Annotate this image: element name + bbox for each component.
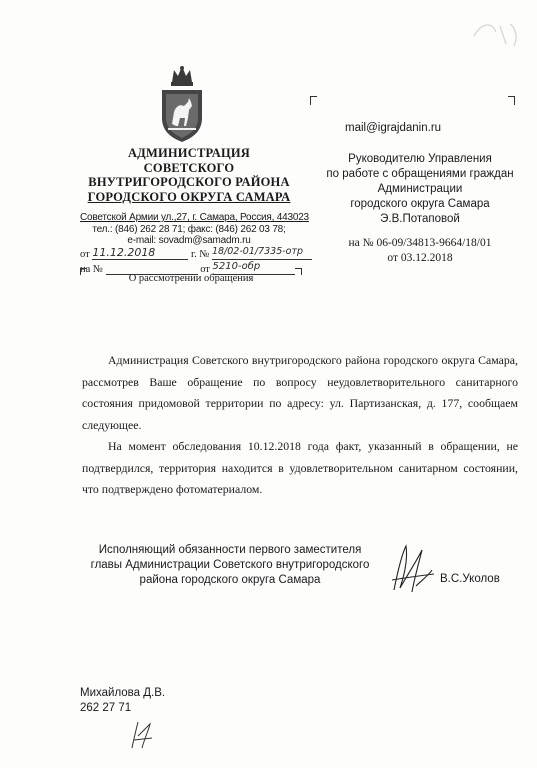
recipient-block [300, 152, 537, 227]
ref-date: 11.12.2018 [92, 246, 156, 259]
signer-name: В.С.Уколов [440, 573, 500, 585]
ref-number: 18/02-01/7335-отр [211, 246, 304, 257]
outgoing-ref [80, 246, 312, 260]
letter-body [82, 350, 518, 501]
signer-title-line: района городского округа Самара [139, 574, 321, 586]
handwritten-signature [388, 540, 438, 598]
ref-from-label: от [80, 249, 90, 260]
organization-address [80, 212, 309, 247]
org-line: АДМИНИСТРАЦИЯ [127, 146, 251, 160]
recipient-corner-left [310, 96, 317, 105]
executor-block [80, 686, 165, 716]
org-line: СОВЕТСКОГО [143, 160, 235, 175]
coat-of-arms-icon [158, 62, 206, 144]
signer-title-line: главы Администрации Советского внутригородского [90, 559, 370, 571]
ref-na-label: на № [80, 264, 103, 275]
signer-title-line: Исполняющий обязанности первого заместителя [98, 544, 362, 556]
recipient-corner-right [508, 96, 515, 105]
recipient-email: mail@igrajdanin.ru [345, 122, 442, 134]
signer-title [80, 543, 380, 588]
body-paragraph: Администрация Советского внутригородского района городского округа Самара, рассмотрев Ваше обращение по вопросу неудовлетворительного санитарного состояния придомовой территории по адресу: ул. Партизанская, д. 177, сообщаем следующее. [82, 353, 518, 432]
email-line: e-mail: sovadm@samadm.ru [127, 235, 251, 246]
reply-number: на № 06-09/34813-9664/18/01 [348, 237, 492, 249]
body-paragraph: На момент обследования 10.12.2018 года факт, указанный в обращении, не подтвердился, территория находится в удовлетворительном санитарном состоянии, что подтверждено фотоматериалом. [82, 439, 518, 496]
executor-phone: 262 27 71 [80, 702, 132, 714]
recipient-line: Администрации [377, 183, 463, 195]
organization-name [80, 146, 298, 204]
recipient-line: городского округа Самара [350, 198, 490, 210]
reply-reference [306, 236, 534, 266]
ref-ot-label: от [200, 264, 210, 275]
executor-name: Михайлова Д.В. [80, 687, 166, 699]
ref-na-value: 5210-обр [212, 261, 261, 272]
recipient-line: Руководителю Управления [348, 153, 492, 165]
corner-scribble [470, 14, 525, 54]
org-line: ГОРОДСКОГО ОКРУГА САМАРА [87, 189, 291, 204]
ref-g-label: г. № [190, 249, 210, 260]
address-line: Советской Армии ул.,27, г. Самара, Россия, 443023 [80, 212, 309, 223]
handwritten-initials [128, 718, 156, 752]
subject-block [80, 268, 302, 290]
subject-text: О рассмотрении обращения [128, 273, 254, 284]
recipient-line: по работе с обращениями граждан [326, 168, 514, 180]
org-line: ВНУТРИГОРОДСКОГО РАЙОНА [88, 175, 290, 189]
reply-date: от 03.12.2018 [387, 252, 453, 264]
phone-fax-line: тел.: (846) 262 28 71; факс: (846) 262 03 78; [92, 223, 286, 235]
recipient-line: Э.В.Потаповой [380, 213, 460, 225]
